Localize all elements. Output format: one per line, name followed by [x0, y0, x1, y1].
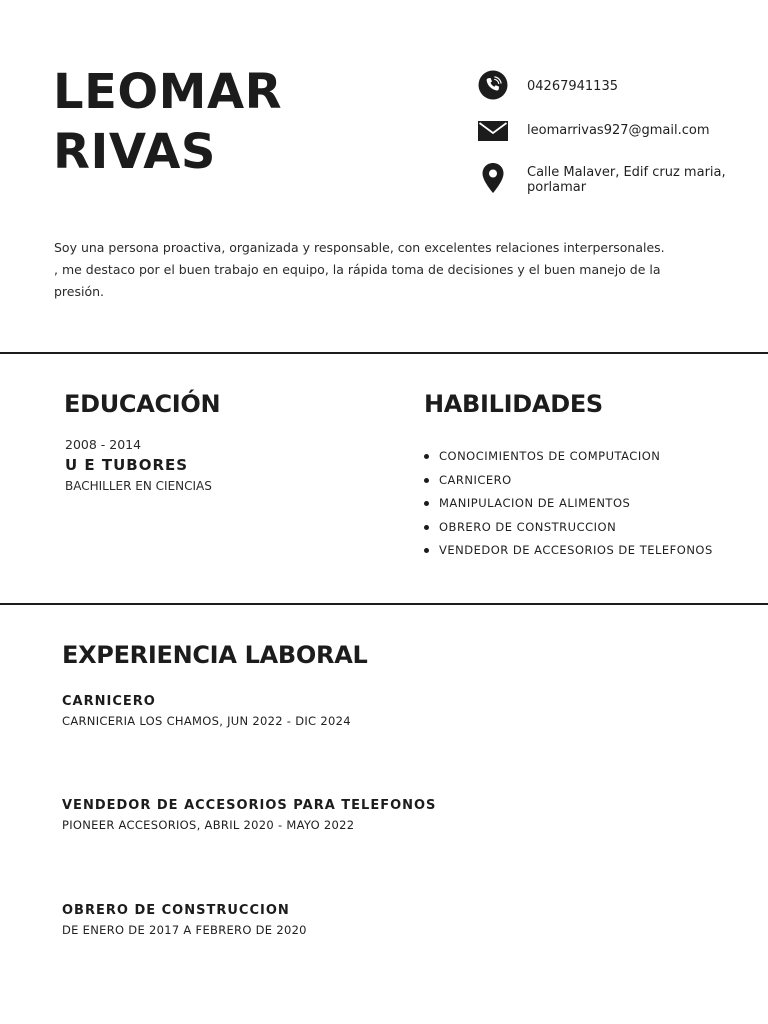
education-degree: BACHILLER EN CIENCIAS [65, 479, 212, 493]
education-years: 2008 - 2014 [65, 437, 142, 452]
experience-heading: EXPERIENCIA LABORAL [62, 641, 368, 669]
job-detail: PIONEER ACCESORIOS, ABRIL 2020 - MAYO 2022 [62, 818, 355, 832]
job-detail: DE ENERO DE 2017 A FEBRERO DE 2020 [62, 923, 307, 937]
list-item: CARNICERO [424, 471, 713, 495]
section-divider [0, 603, 768, 605]
location-pin-icon [478, 163, 508, 193]
section-divider [0, 352, 768, 354]
phone-number: 04267941135 [527, 79, 618, 94]
summary-line-2: , me destaco por el buen trabajo en equipo, la rápida toma de decisiones y el buen manejo de la [54, 262, 661, 277]
list-item: OBRERO DE CONSTRUCCION [424, 518, 713, 542]
summary-line-3: presión. [54, 284, 105, 299]
summary-line-1: Soy una persona proactiva, organizada y responsable, con excelentes relaciones interpersonales. [54, 240, 665, 255]
education-school: U E TUBORES [65, 456, 189, 474]
job-title: OBRERO DE CONSTRUCCION [62, 903, 290, 918]
job-title: CARNICERO [62, 694, 156, 709]
address [527, 165, 726, 195]
phone-icon [478, 70, 508, 100]
list-item: MANIPULACION DE ALIMENTOS [424, 494, 713, 518]
full-name [53, 62, 282, 182]
mail-icon [478, 116, 508, 146]
email-address: leomarrivas927@gmail.com [527, 123, 710, 138]
list-item: CONOCIMIENTOS DE COMPUTACION [424, 447, 713, 471]
last-name: RIVAS [53, 124, 216, 180]
list-item: VENDEDOR DE ACCESORIOS DE TELEFONOS [424, 541, 713, 565]
job-detail: CARNICERIA LOS CHAMOS, JUN 2022 - DIC 2024 [62, 714, 351, 728]
education-heading: EDUCACIÓN [64, 390, 221, 418]
first-name: LEOMAR [53, 64, 283, 120]
address-line-2: porlamar [527, 180, 587, 195]
skills-list [424, 447, 713, 565]
address-line-1: Calle Malaver, Edif cruz maria, [527, 165, 726, 180]
profile-summary [54, 237, 694, 303]
skills-heading: HABILIDADES [424, 390, 603, 418]
job-title: VENDEDOR DE ACCESORIOS PARA TELEFONOS [62, 798, 437, 813]
